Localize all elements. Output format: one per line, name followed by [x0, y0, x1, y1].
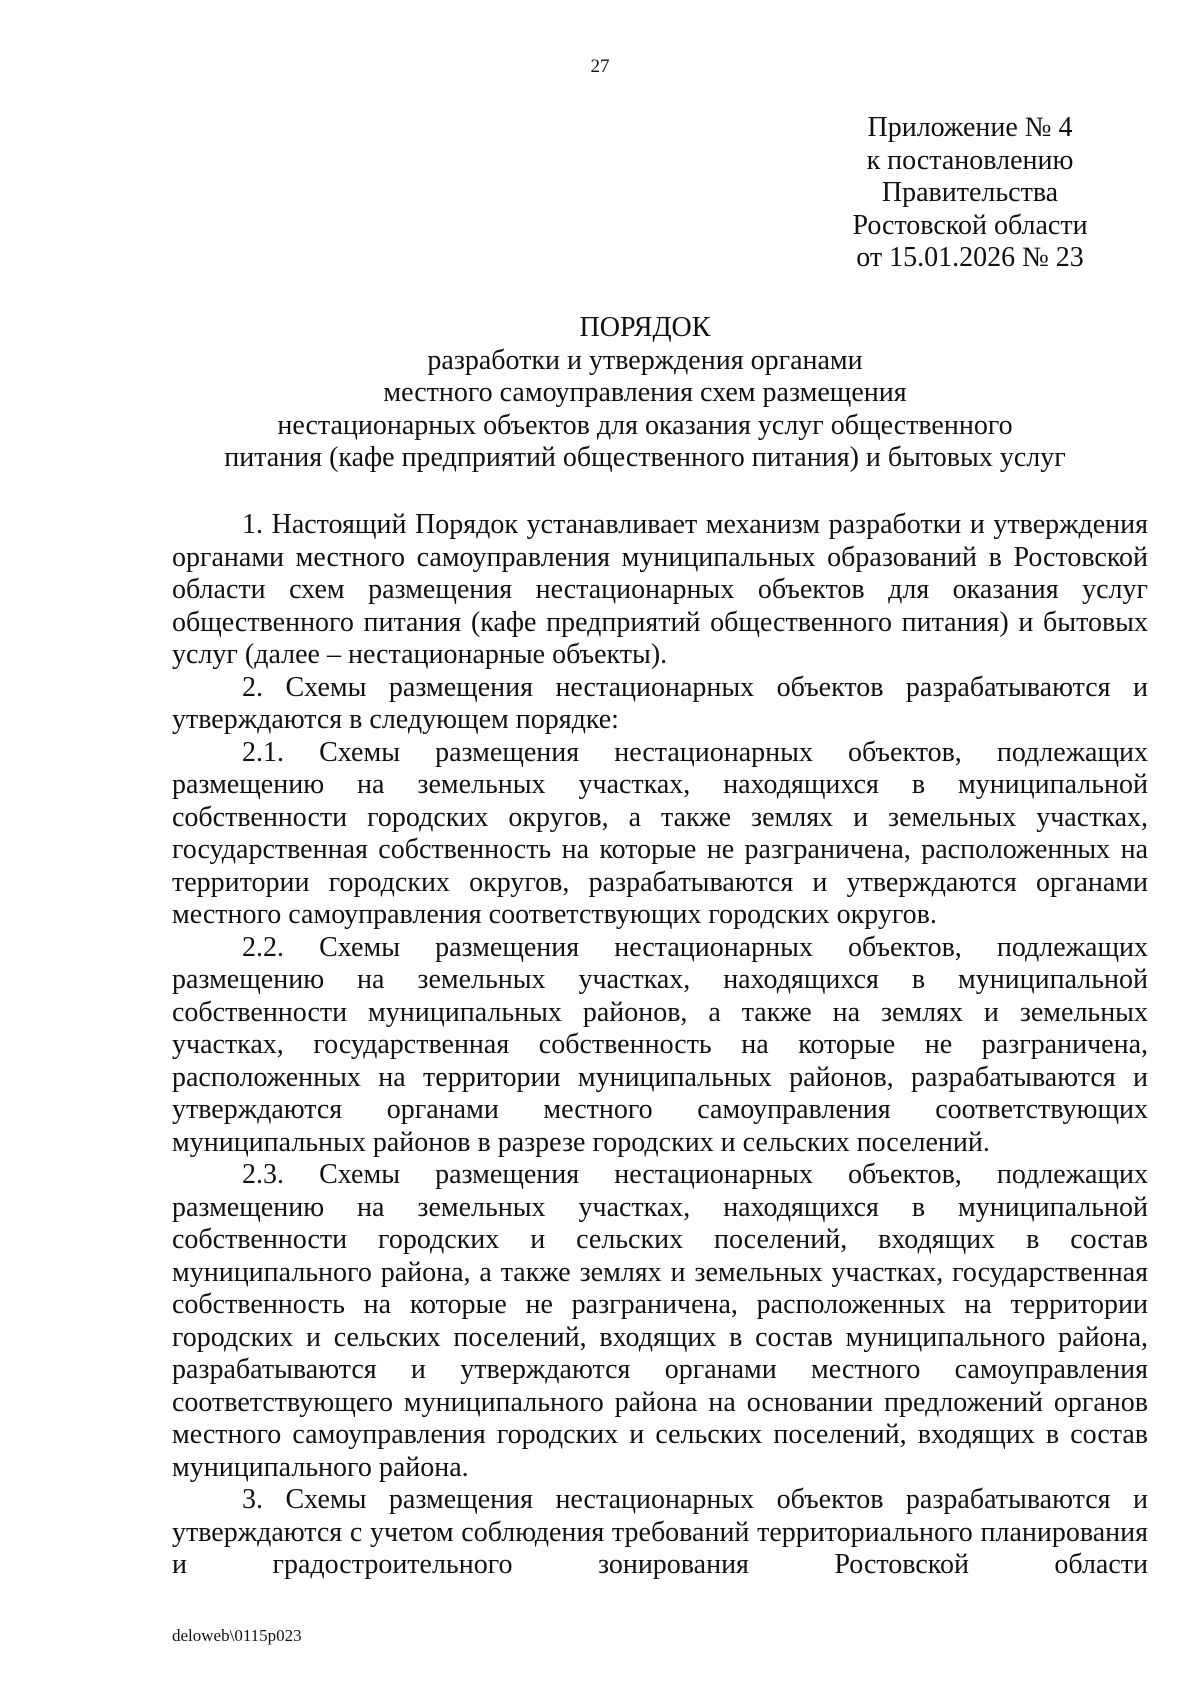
- paragraph-2: 2. Схемы размещения нестационарных объектов разрабатываются и утверждаются в следующем порядке:: [172, 671, 1148, 735]
- title-line: местного самоуправления схем размещения: [383, 377, 907, 408]
- title-heading: ПОРЯДОК: [579, 312, 711, 343]
- appendix-line: Приложение № 4: [867, 112, 1073, 143]
- document-body: [172, 509, 1148, 1582]
- document-title: [170, 312, 1120, 475]
- title-line: разработки и утверждения органами: [427, 344, 863, 376]
- paragraph-3: 3. Схемы размещения нестационарных объектов разрабатываются и утверждаются с учетом соблюдения требований территориального планирования и градостроительного зонирования Ростовской области: [172, 1484, 1148, 1580]
- paragraph-2-2: 2.2. Схемы размещения нестационарных объектов, подлежащих размещению на земельных участках, находящихся в муниципальной собственности муниципальных районов, а также на землях и земельных участках, государственная собственность на которые не разграничена, расположенных на территории муниципальных районов, разрабатываются и утверждаются органами местного самоуправления соответствующих муниципальных районов в разрезе городских и сельских поселений.: [172, 931, 1148, 1158]
- paragraph-1: 1. Настоящий Порядок устанавливает механизм разработки и утверждения органами местного самоуправления муниципальных образований в Ростовской области схем размещения нестационарных объектов для оказания услуг общественного питания (кафе предприятий общественного питания) и бытовых услуг (далее – нестационарные объекты).: [172, 509, 1148, 670]
- appendix-line: к постановлению: [866, 144, 1074, 176]
- appendix-line: Правительства: [881, 177, 1059, 208]
- paragraph-2-1: 2.1. Схемы размещения нестационарных объектов, подлежащих размещению на земельных участках, находящихся в муниципальной собственности городских округов, а также землях и земельных участках, государственная собственность на которые не разграничена, расположенных на территории городских округов, разрабатываются и утверждаются органами местного самоуправления соответствующих городских округов.: [172, 736, 1148, 930]
- page-number: 27: [590, 56, 610, 77]
- title-line: питания (кафе предприятий общественного питания) и бытовых услуг: [224, 442, 1066, 473]
- appendix-line: от 15.01.2026 № 23: [856, 242, 1084, 273]
- title-line: нестационарных объектов для оказания услуг общественного: [277, 409, 1013, 441]
- appendix-line: Ростовской области: [852, 209, 1088, 241]
- paragraph-2-3: 2.3. Схемы размещения нестационарных объектов, подлежащих размещению на земельных участках, находящихся в муниципальной собственности городских и сельских поселений, входящих в состав муниципального района, а также землях и земельных участках, государственная собственность на которые не разграничена, расположенных на территории городских и сельских поселений, входящих в состав муниципального района, разрабатываются и утверждаются органами местного самоуправления соответствующего муниципального района на основании предложений органов местного самоуправления городских и сельских поселений, входящих в состав муниципального района.: [172, 1159, 1148, 1483]
- appendix-header: [835, 112, 1105, 275]
- footer-doc-id: deloweb\0115p023: [172, 1626, 302, 1645]
